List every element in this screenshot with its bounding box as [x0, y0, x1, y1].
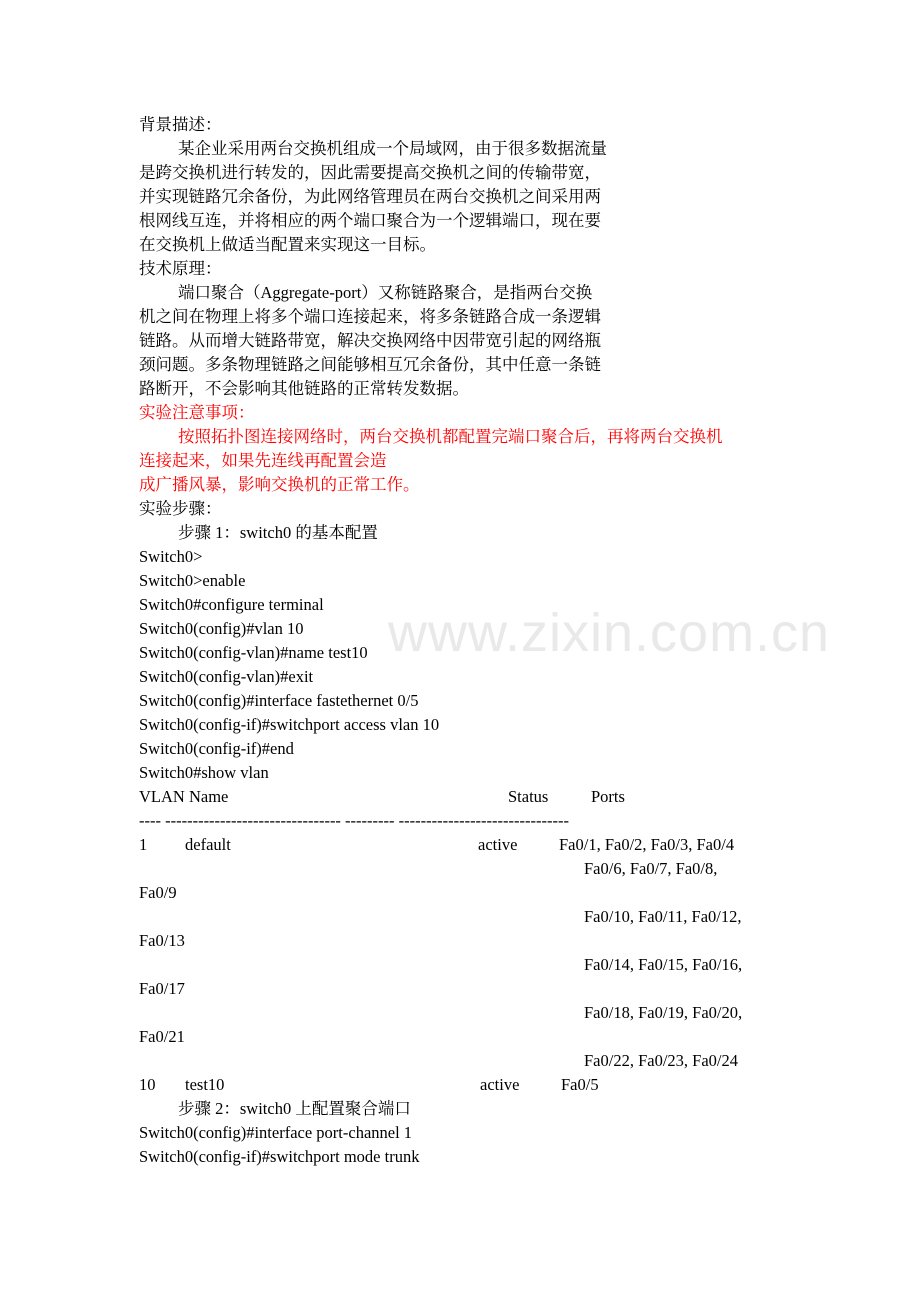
step2-title: 步骤 2：switch0 上配置聚合端口 [178, 1099, 411, 1118]
vlan-header-status: Status [508, 787, 549, 806]
command-line: Switch0>enable [139, 571, 246, 590]
background-line-1: 某企业采用两台交换机组成一个局域网，由于很多数据流量 [178, 139, 607, 158]
principle-line-3: 链路。从而增大链路带宽，解决交换网络中因带宽引起的网络瓶 [139, 331, 601, 350]
vlan-ports-cont: Fa0/18, Fa0/19, Fa0/20, [584, 1003, 743, 1022]
command-line: Switch0> [139, 547, 203, 566]
vlan-ports: Fa0/1, Fa0/2, Fa0/3, Fa0/4 [559, 835, 735, 854]
vlan-id: 10 [139, 1075, 156, 1094]
vlan-ports-cont: Fa0/14, Fa0/15, Fa0/16, [584, 955, 743, 974]
principle-line-2: 机之间在物理上将多个端口连接起来，将多条链路合成一条逻辑 [139, 307, 601, 326]
vlan-ports-wrap: Fa0/17 [139, 979, 185, 998]
notice-line-1: 按照拓扑图连接网络时，两台交换机都配置完端口聚合后，再将两台交换机 [178, 427, 723, 446]
command-line: Switch0(config-if)#switchport mode trunk [139, 1147, 420, 1166]
notice-line-2: 连接起来，如果先连线再配置会造 [139, 451, 387, 470]
vlan-separator: ---- -------------------------------- --------- ------------------------------- [139, 811, 569, 830]
step1-title: 步骤 1：switch0 的基本配置 [178, 523, 378, 542]
principle-line-4: 颈问题。多条物理链路之间能够相互冗余备份，其中任意一条链 [139, 355, 601, 374]
principle-line-1: 端口聚合（Aggregate-port）又称链路聚合，是指两台交换 [178, 283, 593, 302]
command-line: Switch0#configure terminal [139, 595, 324, 614]
vlan-id: 1 [139, 835, 148, 854]
steps-heading: 实验步骤： [139, 499, 222, 518]
notice-line-3: 成广播风暴，影响交换机的正常工作。 [139, 475, 420, 494]
vlan-ports-cont: Fa0/6, Fa0/7, Fa0/8, [584, 859, 718, 878]
command-line: Switch0(config-vlan)#exit [139, 667, 314, 686]
background-line-2: 是跨交换机进行转发的，因此需要提高交换机之间的传输带宽， [139, 163, 601, 182]
background-line-4: 根网线互连，并将相应的两个端口聚合为一个逻辑端口，现在要 [139, 211, 601, 230]
watermark: www.zixin.com.cn [388, 603, 831, 663]
vlan-ports-wrap: Fa0/13 [139, 931, 185, 950]
vlan-ports: Fa0/5 [561, 1075, 599, 1094]
vlan-name: test10 [185, 1075, 225, 1094]
background-heading: 背景描述： [139, 115, 222, 134]
background-line-5: 在交换机上做适当配置来实现这一目标。 [139, 235, 436, 254]
vlan-ports-cont: Fa0/22, Fa0/23, Fa0/24 [584, 1051, 739, 1070]
vlan-status: active [478, 835, 518, 854]
command-line: Switch0(config)#vlan 10 [139, 619, 304, 638]
command-line: Switch0#show vlan [139, 763, 269, 782]
vlan-ports-wrap: Fa0/9 [139, 883, 177, 902]
vlan-ports-cont: Fa0/10, Fa0/11, Fa0/12, [584, 907, 742, 926]
vlan-header-name: VLAN Name [139, 787, 229, 806]
principle-line-5: 路断开，不会影响其他链路的正常转发数据。 [139, 379, 469, 398]
vlan-header-ports: Ports [591, 787, 625, 806]
command-line: Switch0(config-if)#switchport access vlan 10 [139, 715, 440, 734]
vlan-status: active [480, 1075, 520, 1094]
notice-heading: 实验注意事项： [139, 403, 255, 422]
vlan-ports-wrap: Fa0/21 [139, 1027, 185, 1046]
background-line-3: 并实现链路冗余备份，为此网络管理员在两台交换机之间采用两 [139, 187, 601, 206]
principle-heading: 技术原理： [139, 259, 222, 278]
command-line: Switch0(config)#interface fastethernet 0/5 [139, 691, 419, 710]
command-line: Switch0(config)#interface port-channel 1 [139, 1123, 413, 1142]
command-line: Switch0(config-if)#end [139, 739, 294, 758]
vlan-name: default [185, 835, 231, 854]
command-line: Switch0(config-vlan)#name test10 [139, 643, 368, 662]
